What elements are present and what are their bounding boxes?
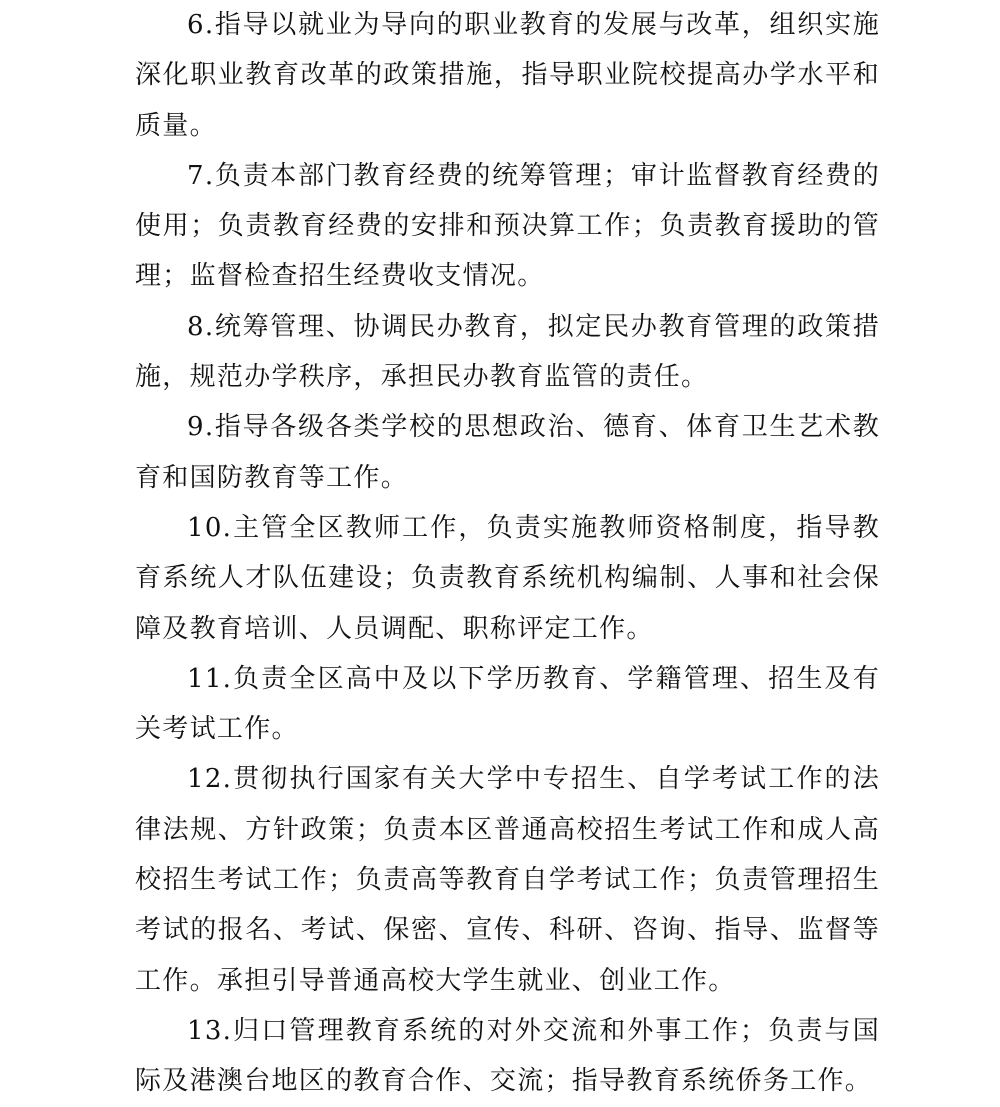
paragraph-item-9: 9.指导各级各类学校的思想政治、德育、体育卫生艺术教育和国防教育等工作。: [135, 412, 880, 493]
paragraph-item-12: 12.贯彻执行国家有关大学中专招生、自学考试工作的法律法规、方针政策；负责本区普通高校招生考试工作和成人高校招生考试工作；负责高等教育自学考试工作；负责管理招生考试的报名、考试、保密、宣传、科研、咨询、指导、监督等工作。承担引导普通高校大学生就业、创业工作。: [135, 764, 880, 996]
paragraph-item-6: 6.指导以就业为导向的职业教育的发展与改革，组织实施深化职业教育改革的政策措施，指导职业院校提高办学水平和质量。: [135, 10, 880, 141]
paragraph-item-10: 10.主管全区教师工作，负责实施教师资格制度，指导教育系统人才队伍建设；负责教育系统机构编制、人事和社会保障及教育培训、人员调配、职称评定工作。: [135, 512, 880, 644]
document-body: [135, 0, 880, 1107]
paragraph-item-13: 13.归口管理教育系统的对外交流和外事工作；负责与国际及港澳台地区的教育合作、交流；指导教育系统侨务工作。: [135, 1015, 880, 1097]
paragraph-item-8: 8.统筹管理、协调民办教育，拟定民办教育管理的政策措施，规范办学秩序，承担民办教育监管的责任。: [135, 311, 880, 393]
paragraph-item-11: 11.负责全区高中及以下学历教育、学籍管理、招生及有关考试工作。: [135, 663, 880, 745]
paragraph-item-7: 7.负责本部门教育经费的统筹管理；审计监督教育经费的使用；负责教育经费的安排和预决算工作；负责教育援助的管理；监督检查招生经费收支情况。: [135, 160, 880, 292]
